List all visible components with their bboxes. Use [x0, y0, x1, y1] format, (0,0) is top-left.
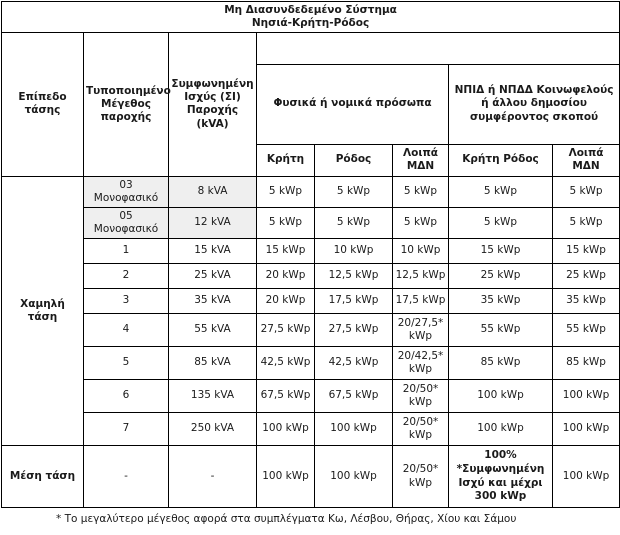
cell-kva: -	[169, 446, 257, 508]
title-line-2: Νησιά-Κρήτη-Ρόδος	[251, 17, 370, 30]
cell-value-npid-kriti-rodos: 15 kWp	[449, 239, 553, 264]
cell-value-rodos: 12,5 kWp	[315, 264, 393, 289]
table-row	[2, 380, 620, 413]
table-row	[2, 314, 620, 347]
cell-value-npid-kriti-rodos: 35 kWp	[449, 289, 553, 314]
cell-value-npid-kriti-rodos: 5 kWp	[449, 176, 553, 207]
cell-value-npid-loipa: 25 kWp	[553, 264, 620, 289]
table-row	[2, 207, 620, 238]
cell-size: 03 Μονοφασικό	[84, 176, 169, 207]
cell-value-kriti: 5 kWp	[257, 207, 315, 238]
title-line-1: Μη Διασυνδεδεμένο Σύστημα	[224, 4, 397, 16]
cell-kva: 35 kVA	[169, 289, 257, 314]
red-header-line-2: Αυτοπαραγωγής – Net Metering (kWp)	[324, 48, 552, 61]
cell-kva: 8 kVA	[169, 176, 257, 207]
cell-value-loipa: 20/50* kWp	[393, 380, 449, 413]
title-row	[2, 2, 620, 33]
cell-value-loipa: 20/50* kWp	[393, 446, 449, 508]
table-row	[2, 446, 620, 508]
cell-kva: 250 kVA	[169, 413, 257, 446]
header-group-public-benefit-entities: ΝΠΙΔ ή ΝΠΔΔ Κοινωφελούς ή άλλου δημοσίου συμφέροντος σκοπού	[449, 64, 620, 144]
cell-value-rodos: 27,5 kWp	[315, 314, 393, 347]
cell-value-kriti: 100 kWp	[257, 413, 315, 446]
cell-value-npid-kriti-rodos: 100 kWp	[449, 380, 553, 413]
cell-value-kriti: 67,5 kWp	[257, 380, 315, 413]
cell-value-kriti: 27,5 kWp	[257, 314, 315, 347]
cell-kva: 12 kVA	[169, 207, 257, 238]
header-agreed-power: Συμφωνημένη Ισχύς (ΣΙ) Παροχής (kVA)	[169, 33, 257, 176]
table-container	[0, 1, 620, 527]
cell-kva: 135 kVA	[169, 380, 257, 413]
cell-value-npid-loipa: 5 kWp	[553, 207, 620, 238]
cell-value-kriti: 100 kWp	[257, 446, 315, 508]
cell-size: 2	[84, 264, 169, 289]
cell-value-kriti: 42,5 kWp	[257, 347, 315, 380]
cell-value-npid-loipa: 15 kWp	[553, 239, 620, 264]
cell-value-loipa: 20/27,5* kWp	[393, 314, 449, 347]
cell-value-rodos: 17,5 kWp	[315, 289, 393, 314]
cell-value-npid-loipa: 100 kWp	[553, 380, 620, 413]
cell-value-npid-loipa: 85 kWp	[553, 347, 620, 380]
header-sub-loipa-mdn: Λοιπά ΜΔΝ	[393, 144, 449, 176]
cell-value-kriti: 20 kWp	[257, 289, 315, 314]
cell-value-npid-kriti-rodos: 25 kWp	[449, 264, 553, 289]
table-row	[2, 413, 620, 446]
table-row	[2, 289, 620, 314]
cell-value-npid-loipa: 100 kWp	[553, 413, 620, 446]
table-row	[2, 176, 620, 207]
table-row	[2, 239, 620, 264]
cell-value-rodos: 100 kWp	[315, 446, 393, 508]
cell-value-loipa: 17,5 kWp	[393, 289, 449, 314]
cell-size: 4	[84, 314, 169, 347]
header-sub-loipa-mdn-public: Λοιπά ΜΔΝ	[553, 144, 620, 176]
net-metering-table	[1, 1, 620, 508]
table-row	[2, 347, 620, 380]
cell-value-kriti: 20 kWp	[257, 264, 315, 289]
cell-value-npid-kriti-rodos: 85 kWp	[449, 347, 553, 380]
cell-value-npid-kriti-rodos: 100 kWp	[449, 413, 553, 446]
header-group-individuals-legal-entities: Φυσικά ή νομικά πρόσωπα	[257, 64, 449, 144]
red-header-row	[2, 33, 620, 64]
cell-value-npid-loipa: 55 kWp	[553, 314, 620, 347]
cell-size: 3	[84, 289, 169, 314]
table-title	[2, 2, 620, 33]
cell-value-loipa: 10 kWp	[393, 239, 449, 264]
table-row	[2, 264, 620, 289]
cell-kva: 15 kVA	[169, 239, 257, 264]
cell-value-kriti: 15 kWp	[257, 239, 315, 264]
cell-size: 05 Μονοφασικό	[84, 207, 169, 238]
cell-value-loipa: 20/42,5* kWp	[393, 347, 449, 380]
cell-kva: 55 kVA	[169, 314, 257, 347]
cell-value-rodos: 5 kWp	[315, 176, 393, 207]
cell-size: 1	[84, 239, 169, 264]
cell-value-rodos: 10 kWp	[315, 239, 393, 264]
header-max-allowed-pv-power	[257, 33, 620, 64]
cell-value-loipa: 5 kWp	[393, 207, 449, 238]
cell-voltage-level-medium: Μέση τάση	[2, 446, 84, 508]
cell-value-npid-loipa: 100 kWp	[553, 446, 620, 508]
cell-value-npid-loipa: 35 kWp	[553, 289, 620, 314]
cell-value-loipa: 5 kWp	[393, 176, 449, 207]
cell-value-rodos: 100 kWp	[315, 413, 393, 446]
cell-value-rodos: 5 kWp	[315, 207, 393, 238]
cell-kva: 25 kVA	[169, 264, 257, 289]
cell-voltage-level-low: Χαμηλή τάση	[2, 176, 84, 446]
cell-value-rodos: 42,5 kWp	[315, 347, 393, 380]
cell-size: 5	[84, 347, 169, 380]
cell-value-loipa: 20/50* kWp	[393, 413, 449, 446]
header-standard-size: Τυποποιημένο Μέγεθος παροχής	[84, 33, 169, 176]
header-sub-rodos: Ρόδος	[315, 144, 393, 176]
table-footnote: * Το μεγαλύτερο μέγεθος αφορά στα συμπλέγματα Κω, Λέσβου, Θήρας, Χίου και Σάμου	[56, 513, 517, 525]
cell-value-kriti: 5 kWp	[257, 176, 315, 207]
red-header-line-1: Μέγιστη επιτρεπόμενη ισχύς ΦΒ συστήματος	[303, 35, 573, 48]
header-sub-kriti: Κρήτη	[257, 144, 315, 176]
cell-value-npid-kriti-rodos: 55 kWp	[449, 314, 553, 347]
cell-size: -	[84, 446, 169, 508]
cell-value-loipa: 12,5 kWp	[393, 264, 449, 289]
cell-value-npid-kriti-rodos: 5 kWp	[449, 207, 553, 238]
cell-kva: 85 kVA	[169, 347, 257, 380]
header-voltage-level: Επίπεδο τάσης	[2, 33, 84, 176]
cell-value-npid-loipa: 5 kWp	[553, 176, 620, 207]
cell-size: 7	[84, 413, 169, 446]
header-sub-kriti-rodos: Κρήτη Ρόδος	[449, 144, 553, 176]
cell-value-npid-kriti-rodos: 100% *Συμφωνημένη Ισχύ και μέχρι 300 kWp	[449, 446, 553, 508]
cell-size: 6	[84, 380, 169, 413]
cell-value-rodos: 67,5 kWp	[315, 380, 393, 413]
